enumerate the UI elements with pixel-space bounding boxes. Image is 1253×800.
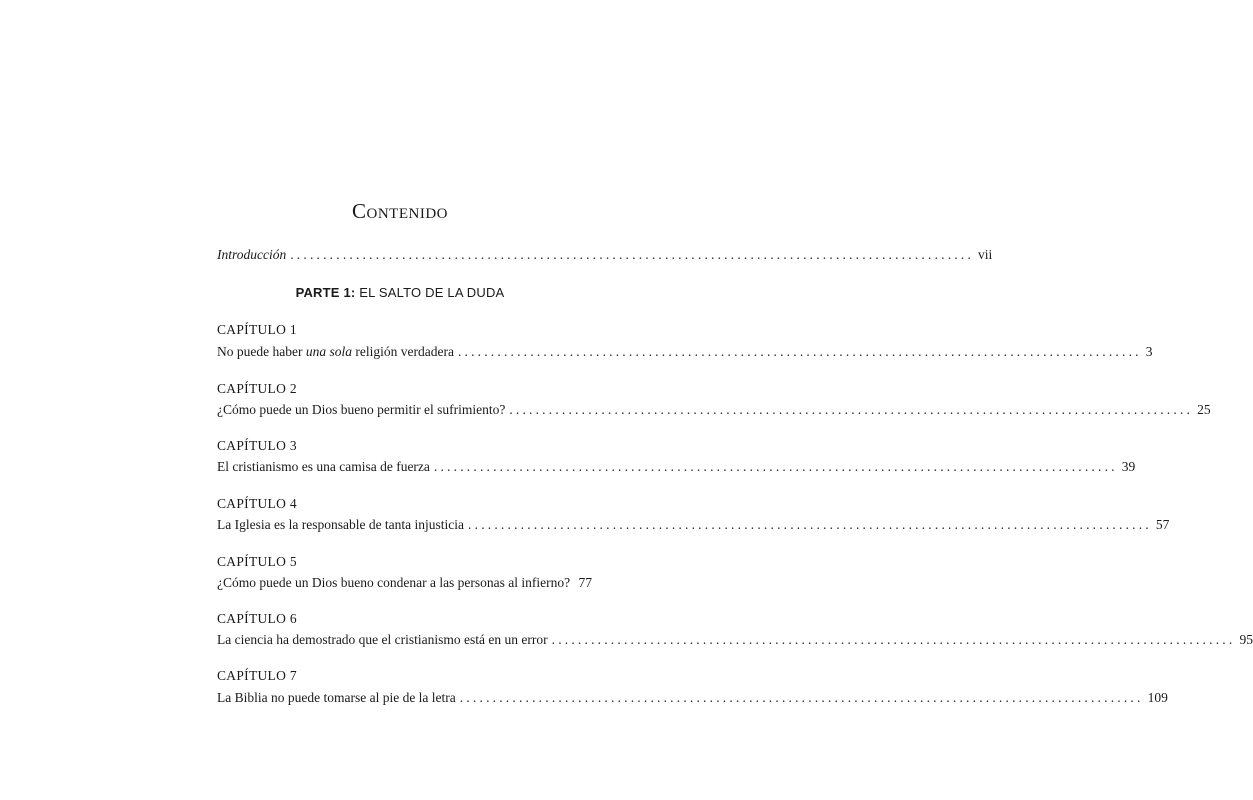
toc-entry-label: La ciencia ha demostrado que el cristianismo está en un error xyxy=(217,632,548,647)
toc-entry-chapter-3[interactable] xyxy=(217,458,1136,476)
part-number: PARTE 1: xyxy=(295,285,356,300)
toc-entry-label: Introducción xyxy=(217,247,287,262)
part-heading xyxy=(0,285,800,300)
toc-entry-chapter-5[interactable] xyxy=(217,574,592,592)
dot-leader: ........................................................................................................ xyxy=(468,517,1152,532)
dot-leader: ........................................................................................................ xyxy=(457,344,1142,359)
toc-page-number: 77 xyxy=(578,575,592,590)
toc-entry-chapter-4[interactable] xyxy=(217,516,1170,534)
dot-leader: ........................................................................................................ xyxy=(290,247,975,262)
part-title: EL SALTO DE LA DUDA xyxy=(359,285,505,300)
toc-entry-chapter-7[interactable] xyxy=(217,689,1168,707)
toc-entry-chapter-1[interactable] xyxy=(217,343,1153,361)
toc-entry-chapter-2[interactable] xyxy=(217,401,1211,419)
toc-entry-label: La Iglesia es la responsable de tanta injusticia xyxy=(217,517,465,532)
toc-page-number: 57 xyxy=(1155,517,1170,532)
chapter-label: CAPÍTULO 3 xyxy=(217,438,297,453)
chapter-label: CAPÍTULO 7 xyxy=(217,668,297,683)
toc-page-number: 3 xyxy=(1145,344,1153,359)
toc-entry-chapter-6[interactable] xyxy=(217,631,1253,649)
dot-leader: ........................................................................................................ xyxy=(433,459,1118,474)
toc-entry-label: El cristianismo es una camisa de fuerza xyxy=(217,459,430,474)
toc-entry-label: No puede haber una sola religión verdadera xyxy=(217,344,454,359)
page-title: Contenido xyxy=(352,199,448,223)
chapter-label: CAPÍTULO 6 xyxy=(217,611,297,626)
chapter-label: CAPÍTULO 5 xyxy=(217,554,297,569)
dot-leader: ........................................................................................................ xyxy=(551,632,1236,647)
toc-entry-introduction[interactable] xyxy=(217,246,993,264)
chapter-label: CAPÍTULO 1 xyxy=(217,322,297,337)
dot-leader: ........................................................................................................ xyxy=(459,690,1144,705)
toc-page-number: 95 xyxy=(1239,632,1253,647)
toc-page-number: 109 xyxy=(1147,690,1168,705)
chapter-label: CAPÍTULO 2 xyxy=(217,381,297,396)
emphasis-text: una sola xyxy=(305,344,352,359)
toc-page-number: 25 xyxy=(1197,402,1211,417)
toc-page-number: 39 xyxy=(1121,459,1136,474)
toc-entry-label: ¿Cómo puede un Dios bueno condenar a las personas al infierno? xyxy=(217,575,571,590)
dot-leader: ........................................................................................................ xyxy=(509,402,1194,417)
toc-entry-label: La Biblia no puede tomarse al pie de la letra xyxy=(217,690,456,705)
chapter-label: CAPÍTULO 4 xyxy=(217,496,297,511)
toc-entry-label: ¿Cómo puede un Dios bueno permitir el sufrimiento? xyxy=(217,402,506,417)
toc-page-number: vii xyxy=(978,247,993,262)
